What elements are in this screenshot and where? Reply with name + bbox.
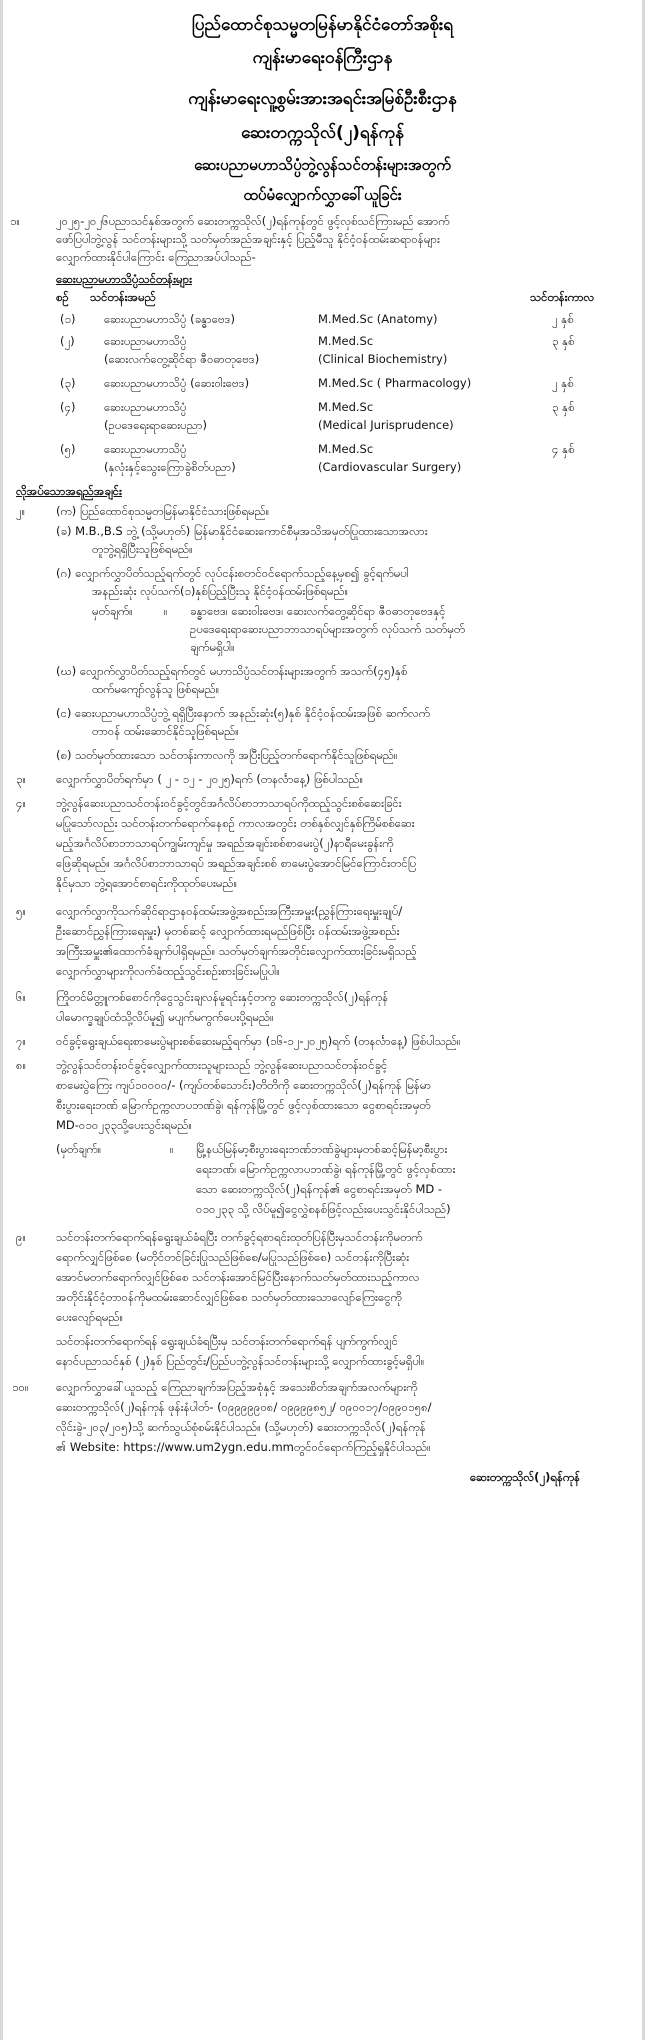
qualifications-title: လိုအပ်သောအရည်အချင်း [16, 484, 122, 498]
qual-item-e-cont: တာဝန် ထမ်းဆောင်နိုင်သူဖြစ်ရမည်။ [92, 724, 239, 738]
para9-text: အတိုင်းနိုင်ငံ့တာဝန်ကိုမထမ်းဆောင်လျှင်ဖြစ်စေ သတ်မှတ်ထားသောလျော်ကြေးငွေကို [56, 1290, 402, 1304]
course-name-sub: (နှလုံးနှင့်သွေးကြောခွဲစိတ်ပညာ) [104, 460, 236, 474]
para5-number: ၅။ [16, 904, 26, 918]
para1-line: လျှောက်ထားနိုင်ပါကြောင်း ကြေညာအပ်ပါသည်- [56, 250, 256, 264]
course-duration: ၂ နှစ် [552, 376, 574, 390]
para8-note-text: သော ဆေးတက္ကသိုလ်(၂)ရန်ကုန်၏ ငွေစာရင်းအမှတ် MD - [196, 1182, 443, 1196]
course-name: ဆေးပညာမဟာသိပ္ပံ [104, 400, 187, 414]
col-header-name: သင်တန်းအမည် [90, 290, 156, 304]
para8-text: စီးပွားရေးဘဏ် မြောက်ဥက္ကလာပဘဏ်ခွဲ၊ ရန်ကုန်မြို့တွင် ဖွင့်လှစ်ထားသော ငွေစာရင်းအမှတ် [56, 1098, 431, 1112]
qual-item-f: (စ) သတ်မှတ်ထားသော သင်တန်းကာလကို အပြီးပြည့်တက်ရောက်နိုင်သူဖြစ်ရမည်။ [56, 748, 398, 762]
para9-text: နောင်ပညာသင်နှစ် (၂)နှစ် ပြည်တွင်း/ပြည်ပဘွဲ့လွန်သင်တန်းများသို့ လျှောက်ထားခွင့်မရှိပါ။ [56, 1354, 425, 1368]
para5-text: ဦးဆောင်ညွှန်ကြားရေးမှူး) မှတစ်ဆင့် လျှောက်ထားရမည်ဖြစ်ပြီး ဝန်ထမ်းအဖွဲ့အစည်း [56, 924, 400, 938]
para6-text: ပါမောက္ခချုပ်ထံသို့လိပ်မူ၍ မပျက်မကွက်ပေးပို့ရမည်။ [56, 1010, 274, 1024]
header-subject: ဆေးပညာမဟာသိပ္ပံဘွဲ့လွန်သင်တန်းများအတွက် [194, 156, 451, 174]
qual-item-b-cont: တူဘွဲ့ရရှိပြီးသူဖြစ်ရမည်။ [92, 542, 193, 556]
course-name: ဆေးပညာမဟာသိပ္ပံ [104, 442, 187, 456]
course-no: (၂) [60, 334, 75, 348]
header-title: ထပ်မံလျှောက်လွှာခေါ်ယူခြင်း [243, 186, 402, 204]
course-name-sub: (ဆေးလက်တွေ့ဆိုင်ရာ ဇီဝဓာတုဗေဒ) [104, 352, 260, 366]
para8-text: ဘွဲ့လွန်သင်တန်းဝင်ခွင့်လျှောက်ထားသူများသည် ဘွဲ့လွန်ဆေးပညာသင်တန်းဝင်ခွင့် [56, 1058, 388, 1072]
para10-website-line: ၏ Website: https://www.um2ygn.edu.mmတွင်ဝင်ရောက်ကြည့်ရှုနိုင်ပါသည်။ [56, 1440, 431, 1454]
course-no: (၃) [60, 376, 76, 390]
course-degree: M.Med.Sc [318, 400, 374, 414]
para10-text: လိုင်းခွဲ-၂၀၃/၂၀၅)သို့ ဆက်သွယ်စုံစမ်းနိုင်ပါသည်။ (သို့မဟုတ်) ဆေးတက္ကသိုလ်(၂)ရန်ကုန် [56, 1420, 426, 1434]
course-name-sub: (ဥပဒေရေးရာဆေးပညာ) [104, 418, 208, 432]
para5-text: လျှောက်လွှာကိုသက်ဆိုင်ရာဌာနဝန်ထမ်းအဖွဲ့အစည်းအကြီးအမှူး(ညွှန်ကြားရေးမှူးချုပ်/ [56, 904, 403, 918]
para10-text: လျှောက်လွှာခေါ်ယူသည့် ကြေညာချက်အပြည့်အစုံနှင့် အသေးစိတ်အချက်အလက်များကို [56, 1380, 418, 1394]
qual-item-a: (က) ပြည်ထောင်စုသမ္မတမြန်မာနိုင်ငံသားဖြစ်ရမည်။ [56, 504, 270, 518]
para8-note-text: ရေးဘဏ်၊ မြောက်ဥက္ကလာပဘဏ်ခွဲ၊ ရန်ကုန်မြို့တွင် ဖွင့်လှစ်ထား [196, 1162, 456, 1176]
para3-number: ၃။ [16, 772, 26, 786]
qual-item-d: (ဃ) လျှောက်လွှာပိတ်သည့်ရက်တွင် မဟာသိပ္ပံသင်တန်းများအတွက် အသက်(၄၅)နှစ် [56, 664, 408, 678]
para5-text: လျှောက်လွှာများကိုလက်ခံထည့်သွင်းစဉ်းစားခြင်းမပြုပါ။ [56, 964, 280, 978]
para4-number: ၄။ [16, 796, 26, 810]
course-duration: ၃ နှစ် [552, 400, 575, 414]
para1-text: ၂၀၂၅-၂၀၂၆ပညာသင်နှစ်အတွက် ဆေးတက္ကသိုလ်(၂)ရန်ကုန်တွင် ဖွင့်လှစ်သင်ကြားမည် အောက် [56, 214, 450, 228]
para7-text: ဝင်ခွင့်ရွေးချယ်ရေးစာမေးပွဲများစစ်ဆေးမည့်ရက်မှာ (၁၆-၁၂-၂၀၂၅)ရက် (တနင်္လာနေ့) ဖြစ်ပါသည်။ [56, 1034, 461, 1048]
course-degree: M.Med.Sc [318, 442, 374, 456]
col-header-duration: သင်တန်းကာလ [530, 290, 595, 304]
para6-text: ကြိုတင်မိတ္တူကစ်စောင်ကိုငွေသွင်းချလန်မူရင်းနှင့်တကွ ဆေးတက္ကသိုလ်(၂)ရန်ကုန် [56, 990, 389, 1004]
signature-university: ဆေးတက္ကသိုလ်(၂)ရန်ကုန် [470, 1470, 581, 1484]
para9-text: အောင်မတက်ရောက်လျှင်ဖြစ်စေ သင်တန်းအောင်မြင်ပြီးနောက်သတ်မှတ်ထားသည့်ကာလ [56, 1270, 420, 1284]
qual-item-c-cont: အနည်းဆုံး လုပ်သက်(၁)နှစ်ပြည့်ပြီးသူ နိုင်ငံ့ဝန်ထမ်းဖြစ်ရမည်။ [92, 584, 349, 598]
course-degree-sub: (Medical Jurisprudence) [318, 418, 454, 432]
course-duration: ၄ နှစ် [552, 442, 575, 456]
course-duration: ၃ နှစ် [552, 334, 575, 348]
para4-text: မပြုသော်လည်း သင်တန်းတက်ရောက်နေစဉ် ကာလအတွင်း တစ်နှစ်လျှင်နှစ်ကြိမ်စစ်ဆေး [56, 816, 415, 830]
header-government: ပြည်ထောင်စုသမ္မတမြန်မာနိုင်ငံတော်အစိုးရ [191, 15, 454, 35]
para8-note-text: ၀၁၀၂၃၃ သို့ လိပ်မူ၍ငွေလွှဲစနစ်ဖြင့်လည်းပေးသွင်းနိုင်ပါသည်) [196, 1202, 451, 1216]
para4-text: ဖြေဆိုရမည်။ အင်္ဂလိပ်စာဘာသာရပ် အရည်အချင်းစစ် စာမေးပွဲအောင်မြင်ကြောင်းတင်ပြ [56, 856, 417, 870]
qual-note-label: မှတ်ချက်။ [92, 604, 133, 618]
para10-text: ဆေးတက္ကသိုလ်(၂)ရန်ကုန် ဖုန်းနံပါတ်- (၀၉၉၉၉၉၀၈/ ၀၉၉၉၉၈၅၂/ ၀၉၀၀၁၇/၀၉၉၀၁၅၈/ [56, 1400, 432, 1414]
para4-text: ဘွဲ့လွန်ဆေးပညာသင်တန်းဝင်ခွင့်တွင်အင်္ဂလိပ်စာဘာသာရပ်ကိုထည့်သွင်းစစ်ဆေးခြင်း [56, 796, 402, 810]
header-department: ကျန်းမာရေးလူ့စွမ်းအားအရင်းအမြစ်ဦးစီးဌာန [188, 89, 457, 109]
qual-item-b: (ခ) M.B.,B.S ဘွဲ့ (သို့မဟုတ်) မြန်မာနိုင်ငံဆေးကောင်စီမှအသိအမှတ်ပြုထားသောအလား [56, 524, 428, 538]
course-duration: ၂ နှစ် [552, 312, 574, 326]
para7-number: ၇။ [16, 1034, 26, 1048]
para8-number: ၈။ [16, 1058, 27, 1072]
course-degree: M.Med.Sc ( Pharmacology) [318, 376, 472, 390]
qual-number: ၂။ [16, 504, 26, 518]
para5-text: အကြီးအမှူး၏ထောက်ခံချက်ပါရှိရမည်။ သတ်မှတ်ချက်အတိုင်းလျှောက်ထားခြင်းမရှိသည့် [56, 944, 417, 958]
course-name: ဆေးပညာမဟာသိပ္ပံ [104, 334, 187, 348]
para1-line: ဖော်ပြပါဘွဲ့လွန် သင်တန်းများသို့ သတ်မှတ်အည်အချင်းနှင့် ပြည့်မီသူ နိုင်ငံ့ဝန်ထမ်းဆရာဝန်များ [56, 232, 440, 246]
para9-text: သင်တန်းတက်ရောက်ရန်ရွေးချယ်ခံရပြီး တက်ခွင့်ရစာရင်းထုတ်ပြန်ပြီးမှသင်တန်းကိုမတက် [56, 1230, 423, 1244]
header-university: ဆေးတက္ကသိုလ်(၂)ရန်ကုန် [241, 123, 404, 143]
para1-number: ၁။ [10, 214, 20, 228]
para8-note-text: မြို့နယ်မြန်မာ့စီးပွားရေးဘဏ်ဘဏ်ခွဲများမှတစ်ဆင့်မြန်မာ့စီးပွား [196, 1142, 448, 1156]
left-edge-divider [0, 0, 3, 2040]
course-degree-sub: (Cardiovascular Surgery) [318, 460, 462, 474]
para9-number: ၉။ [16, 1230, 26, 1244]
para9-text: ပေးလျော်ရမည်။ [56, 1310, 124, 1324]
para8-note-mark: ။ [170, 1142, 174, 1156]
para3-text: လျှောက်လွှာပိတ်ရက်မှာ ( ၂ - ၁၂ - ၂၀၂၅)ရက် (တနင်္လာနေ့) ဖြစ်ပါသည်။ [56, 772, 364, 786]
para4-text: မည့်အင်္ဂလိပ်စာဘာသာရပ်ကျွမ်းကျင်မှု အရည်အချင်းစစ်စာမေးပွဲ(၂)နာရီမေးခွန်းကို [56, 836, 394, 850]
qual-item-e: (င) ဆေးပညာမဟာသိပ္ပံဘွဲ့ ရရှိပြီးနောက် အနည်းဆုံး(၅)နှစ် နိုင်ငံ့ဝန်ထမ်းအဖြစ် ဆက်လက် [56, 706, 431, 720]
col-header-no: စဉ် [56, 290, 69, 304]
course-name: ဆေးပညာမဟာသိပ္ပံ (ခန္ဓာဗေဒ) [104, 312, 236, 326]
qual-item-d-cont: ထက်မကျော်လွန်သူ ဖြစ်ရမည်။ [92, 682, 220, 696]
course-degree: M.Med.Sc [318, 334, 374, 348]
para6-number: ၆။ [16, 990, 26, 1004]
qual-note-text: ချက်မရှိပါ။ [190, 640, 235, 654]
qual-item-c: (ဂ) လျှောက်လွှာပိတ်သည့်ရက်တွင် လုပ်ငန်းစတင်ဝင်ရောက်သည့်နေ့မှစ၍ ခွင့်ရက်မပါ [56, 566, 409, 580]
header-ministry: ကျန်းမာရေးဝန်ကြီးဌာန [252, 48, 393, 68]
course-name: ဆေးပညာမဟာသိပ္ပံ (ဆေးဝါးဗေဒ) [104, 376, 250, 390]
para8-text: MD-၀၁၀၂၃၃သို့ပေးသွင်းရမည်။ [56, 1118, 192, 1132]
course-no: (၅) [60, 442, 76, 456]
para4-text: နိုင်မှသာ ဘွဲ့ရအောင်စာရင်းကိုထုတ်ပေးမည်။ [56, 876, 238, 890]
course-degree-sub: (Clinical Biochemistry) [318, 352, 448, 366]
qual-note-mark: ။ [164, 604, 168, 618]
para8-note-label: (မှတ်ချက်။ [56, 1142, 102, 1156]
para10-number: ၁၀။ [12, 1380, 29, 1394]
para9-text: သင်တန်းတက်ရောက်ရန် ရွေးချယ်ခံရပြီးမှ သင်တန်းတက်ရောက်ရန် ပျက်ကွက်လျှင် [56, 1334, 398, 1348]
qual-note-text: ဥပဒေရေးရာဆေးပညာဘာသာရပ်များအတွက် လုပ်သက် သတ်မှတ် [190, 622, 466, 636]
course-no: (၁) [60, 312, 76, 326]
course-no: (၄) [60, 400, 76, 414]
course-degree: M.Med.Sc (Anatomy) [318, 312, 438, 326]
courses-section-title: ဆေးပညာမဟာသိပ္ပံသင်တန်းများ [56, 272, 193, 286]
para8-text: စာမေးပွဲကြေး ကျပ်၁၀၀၀၀/- (ကျပ်တစ်သောင်း)တိတိကို ဆေးတက္ကသိုလ်(၂)ရန်ကုန် မြန်မာ [56, 1078, 432, 1092]
para9-text: ရောက်လျှင်ဖြစ်စေ (မတိုင်တင်ခြင်းပြုသည်ဖြစ်စေ/မပြုသည်ဖြစ်စေ) သင်တန်းကိုပြီးဆုံး [56, 1250, 410, 1264]
qual-note-text: ခန္ဓာဗေဒ၊ ဆေးဝါးဗေဒ၊ ဆေးလက်တွေ့ဆိုင်ရာ ဇီဝဓာတုဗေဒနှင့် [190, 604, 446, 618]
